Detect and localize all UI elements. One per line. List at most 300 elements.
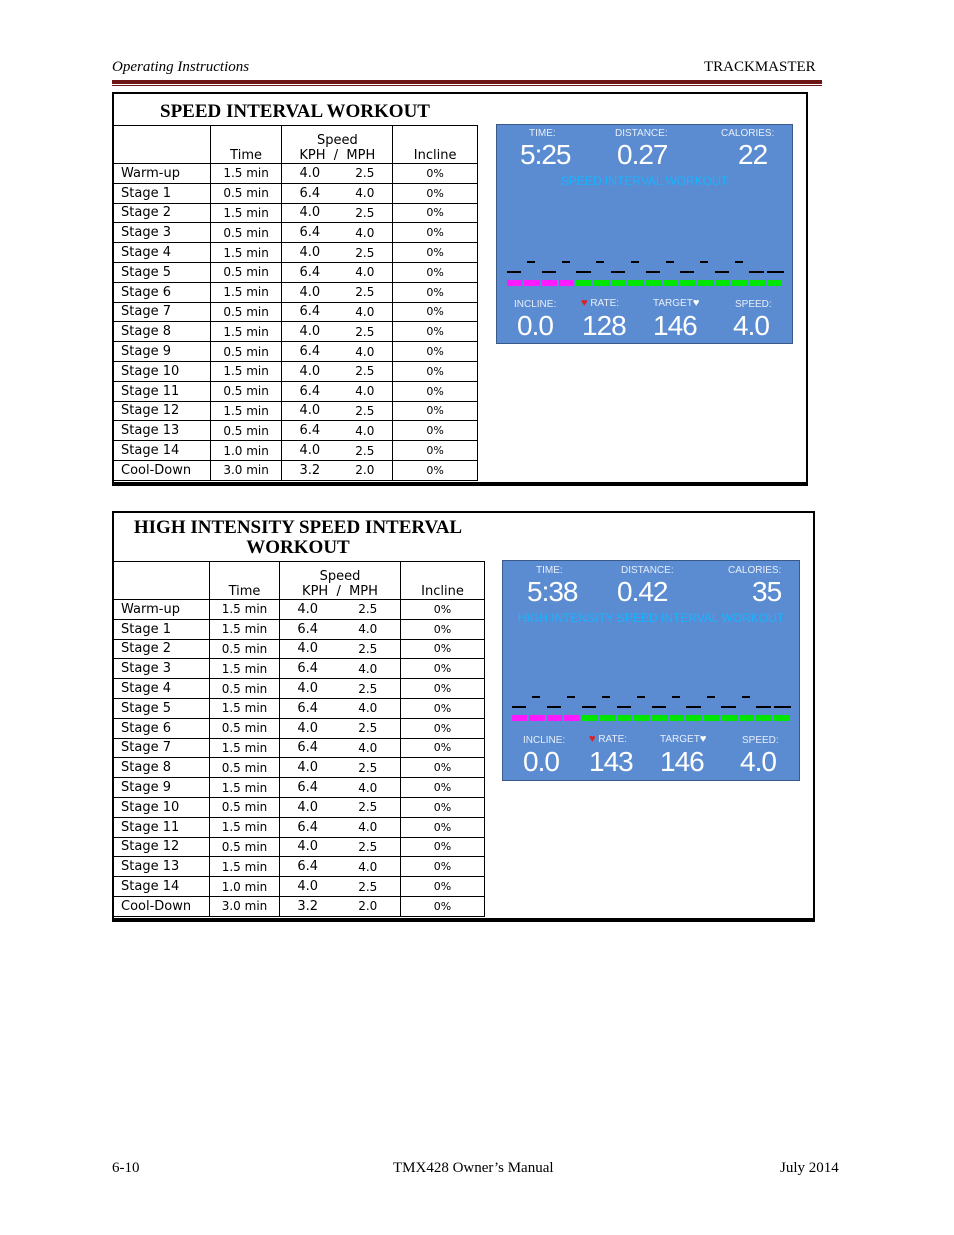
progress-segment	[669, 715, 684, 721]
table-row	[114, 361, 478, 381]
time-cell: 1.5 min	[210, 817, 280, 837]
speed-units-label: KPH / MPH	[299, 148, 376, 163]
table-row	[114, 441, 478, 461]
progress-segment	[594, 280, 609, 286]
target-heart-icon: ♥	[692, 297, 700, 309]
progress-segment	[721, 715, 736, 721]
progress-segment	[599, 715, 614, 721]
incline-cell: 0%	[401, 857, 485, 877]
stage-cell: Stage 11	[114, 381, 211, 401]
progress-segment	[611, 280, 626, 286]
table-row	[114, 639, 485, 659]
time-cell: 1.0 min	[210, 877, 280, 897]
progress-bar	[512, 715, 791, 721]
table-row	[114, 718, 485, 738]
table-row	[114, 659, 485, 679]
incline-cell: 0%	[393, 421, 478, 441]
incline-cell: 0%	[401, 600, 485, 620]
kph-cell: 4.0	[282, 322, 337, 342]
header-rule-thin	[112, 85, 822, 86]
table-row	[114, 282, 478, 302]
kph-cell: 3.2	[280, 896, 336, 916]
time-cell: 1.5 min	[210, 738, 280, 758]
workout1-title: SPEED INTERVAL WORKOUT	[160, 101, 430, 122]
mph-cell: 2.0	[336, 896, 401, 916]
kph-cell: 6.4	[282, 262, 337, 282]
time-label: TIME:	[536, 565, 563, 576]
incline-cell: 0%	[401, 896, 485, 916]
time-cell: 0.5 min	[210, 421, 282, 441]
rate-value: 128	[582, 310, 626, 341]
kph-cell: 4.0	[280, 877, 336, 897]
stage-cell: Stage 12	[114, 401, 211, 421]
mph-cell: 4.0	[336, 817, 401, 837]
mph-cell: 4.0	[337, 223, 392, 243]
speed-profile	[512, 678, 791, 710]
mph-cell: 4.0	[336, 738, 401, 758]
target-label-text: TARGET	[653, 298, 693, 309]
table-row	[114, 619, 485, 639]
stage-cell: Cool-Down	[114, 896, 210, 916]
mph-cell: 4.0	[337, 262, 392, 282]
progress-segment	[582, 715, 597, 721]
mph-cell: 4.0	[336, 659, 401, 679]
stage-cell: Stage 12	[114, 837, 210, 857]
progress-segment	[732, 280, 747, 286]
stage-cell: Stage 13	[114, 421, 211, 441]
profile-segment	[596, 261, 604, 263]
time-cell: 0.5 min	[210, 381, 282, 401]
progress-segment	[547, 715, 562, 721]
incline-cell: 0%	[393, 282, 478, 302]
mph-cell: 4.0	[336, 778, 401, 798]
distance-value: 0.27	[617, 139, 668, 170]
stage-cell: Stage 2	[114, 203, 211, 223]
stage-cell: Stage 5	[114, 698, 210, 718]
time-cell: 1.5 min	[210, 659, 280, 679]
progress-segment	[564, 715, 579, 721]
stage-cell: Cool-Down	[114, 460, 211, 480]
table-row	[114, 381, 478, 401]
kph-cell: 6.4	[280, 619, 336, 639]
profile-segment	[567, 696, 575, 698]
mph-cell: 2.5	[336, 679, 401, 699]
table-row	[114, 342, 478, 362]
stage-cell: Stage 9	[114, 342, 211, 362]
table-row	[114, 421, 478, 441]
incline-cell: 0%	[393, 381, 478, 401]
time-cell: 3.0 min	[210, 896, 280, 916]
incline-cell: 0%	[393, 401, 478, 421]
profile-segment	[686, 706, 700, 708]
mph-cell: 4.0	[337, 302, 392, 322]
incline-cell: 0%	[401, 817, 485, 837]
mph-cell: 4.0	[336, 857, 401, 877]
progress-segment	[663, 280, 678, 286]
profile-segment	[707, 696, 715, 698]
incline-cell: 0%	[401, 718, 485, 738]
kph-cell: 6.4	[280, 659, 336, 679]
table-row	[114, 460, 478, 480]
mph-cell: 4.0	[337, 342, 392, 362]
rate-label-text: RATE:	[590, 298, 620, 309]
heart-icon: ♥	[589, 733, 596, 745]
incline-cell: 0%	[393, 243, 478, 263]
table-row	[114, 679, 485, 699]
speed-profile	[507, 243, 784, 275]
stage-cell: Stage 9	[114, 778, 210, 798]
incline-cell: 0%	[393, 460, 478, 480]
incline-cell: 0%	[393, 223, 478, 243]
progress-segment	[559, 280, 574, 286]
profile-segment	[532, 696, 540, 698]
kph-cell: 6.4	[280, 698, 336, 718]
target-label	[653, 297, 699, 309]
incline-cell: 0%	[401, 877, 485, 897]
workout2-console-display	[502, 560, 800, 781]
speed-value: 4.0	[733, 310, 769, 341]
time-cell: 1.5 min	[210, 401, 282, 421]
kph-cell: 4.0	[280, 639, 336, 659]
time-cell: 3.0 min	[210, 460, 282, 480]
progress-bar	[507, 280, 784, 286]
incline-header: Incline	[401, 562, 485, 600]
stage-header	[114, 562, 210, 600]
progress-segment	[652, 715, 667, 721]
profile-segment	[749, 271, 763, 273]
incline-cell: 0%	[393, 322, 478, 342]
workout2-frame-bottom	[112, 918, 815, 922]
time-cell: 0.5 min	[210, 797, 280, 817]
target-heart-icon: ♥	[699, 733, 707, 745]
profile-segment	[611, 271, 625, 273]
progress-segment	[529, 715, 544, 721]
kph-cell: 4.0	[280, 679, 336, 699]
incline-cell: 0%	[401, 778, 485, 798]
calories-label: CALORIES:	[721, 128, 775, 139]
mph-cell: 4.0	[336, 619, 401, 639]
kph-cell: 6.4	[282, 183, 337, 203]
kph-cell: 3.2	[282, 460, 337, 480]
stage-cell: Stage 7	[114, 738, 210, 758]
profile-segment	[774, 706, 791, 708]
table-row	[114, 203, 478, 223]
stage-cell: Stage 14	[114, 877, 210, 897]
incline-cell: 0%	[393, 361, 478, 381]
progress-segment	[617, 715, 632, 721]
target-value: 146	[660, 746, 704, 777]
time-cell: 1.5 min	[210, 322, 282, 342]
progress-segment	[739, 715, 754, 721]
table-row	[114, 817, 485, 837]
time-cell: 1.5 min	[210, 243, 282, 263]
workout-name: SPEED INTERVAL WORKOUT	[560, 174, 729, 188]
mph-cell: 2.5	[336, 877, 401, 897]
mph-cell: 4.0	[337, 421, 392, 441]
incline-cell: 0%	[393, 164, 478, 184]
profile-segment	[602, 696, 610, 698]
time-cell: 1.5 min	[210, 778, 280, 798]
time-cell: 0.5 min	[210, 183, 282, 203]
time-cell: 1.5 min	[210, 282, 282, 302]
mph-cell: 2.5	[337, 322, 392, 342]
stage-cell: Stage 1	[114, 619, 210, 639]
workout1-console-display	[496, 124, 793, 344]
table-row	[114, 223, 478, 243]
time-cell: 1.5 min	[210, 164, 282, 184]
table-row	[114, 164, 478, 184]
incline-label: INCLINE:	[514, 299, 557, 310]
incline-cell: 0%	[393, 183, 478, 203]
footer-page-number: 6-10	[112, 1160, 140, 1176]
speed-header-label: Speed	[319, 569, 361, 584]
kph-cell: 4.0	[282, 441, 337, 461]
mph-cell: 2.0	[337, 460, 392, 480]
profile-segment	[542, 271, 556, 273]
stage-cell: Stage 1	[114, 183, 211, 203]
target-value: 146	[653, 310, 697, 341]
progress-segment	[749, 280, 764, 286]
table-header-row	[114, 126, 478, 164]
incline-cell: 0%	[393, 203, 478, 223]
stage-cell: Stage 3	[114, 659, 210, 679]
table-row	[114, 302, 478, 322]
kph-cell: 6.4	[280, 778, 336, 798]
time-cell: 0.5 min	[210, 639, 280, 659]
target-label-text: TARGET	[660, 734, 700, 745]
mph-cell: 2.5	[336, 600, 401, 620]
table-header-row	[114, 562, 485, 600]
stage-cell: Stage 4	[114, 679, 210, 699]
kph-cell: 6.4	[280, 817, 336, 837]
mph-cell: 2.5	[337, 361, 392, 381]
speed-label: SPEED:	[742, 735, 779, 746]
stage-cell: Stage 10	[114, 361, 211, 381]
profile-segment	[512, 706, 526, 708]
profile-segment	[547, 706, 561, 708]
stage-cell: Stage 8	[114, 758, 210, 778]
rate-label-text: RATE:	[598, 734, 628, 745]
kph-cell: 4.0	[280, 758, 336, 778]
incline-cell: 0%	[393, 342, 478, 362]
stage-cell: Stage 7	[114, 302, 211, 322]
table-row	[114, 600, 485, 620]
time-header: Time	[210, 126, 282, 164]
workout-name: HIGH INTENSITY SPEED INTERVAL WORKOUT	[517, 611, 785, 625]
incline-header: Incline	[393, 126, 478, 164]
incline-cell: 0%	[393, 302, 478, 322]
progress-segment	[704, 715, 719, 721]
incline-cell: 0%	[401, 837, 485, 857]
time-cell: 0.5 min	[210, 262, 282, 282]
time-header: Time	[210, 562, 280, 600]
time-cell: 0.5 min	[210, 223, 282, 243]
mph-cell: 2.5	[337, 243, 392, 263]
kph-cell: 4.0	[282, 401, 337, 421]
table-row	[114, 877, 485, 897]
progress-segment	[697, 280, 712, 286]
table-row	[114, 837, 485, 857]
kph-cell: 4.0	[280, 718, 336, 738]
kph-cell: 4.0	[280, 837, 336, 857]
kph-cell: 6.4	[282, 381, 337, 401]
kph-cell: 4.0	[280, 797, 336, 817]
incline-cell: 0%	[393, 262, 478, 282]
stage-cell: Stage 2	[114, 639, 210, 659]
mph-cell: 2.5	[336, 639, 401, 659]
stage-cell: Stage 5	[114, 262, 211, 282]
time-cell: 1.5 min	[210, 361, 282, 381]
speed-header-label: Speed	[316, 133, 358, 148]
table-row	[114, 183, 478, 203]
speed-header	[280, 562, 401, 600]
table-row	[114, 738, 485, 758]
kph-cell: 6.4	[282, 302, 337, 322]
profile-segment	[507, 271, 521, 273]
footer-date: July 2014	[780, 1160, 839, 1176]
kph-cell: 4.0	[282, 203, 337, 223]
progress-segment	[686, 715, 701, 721]
table-row	[114, 797, 485, 817]
mph-cell: 2.5	[336, 758, 401, 778]
kph-cell: 6.4	[282, 421, 337, 441]
table-row	[114, 322, 478, 342]
target-label	[660, 733, 706, 745]
distance-label: DISTANCE:	[615, 128, 668, 139]
time-cell: 1.5 min	[210, 600, 280, 620]
stage-cell: Stage 8	[114, 322, 211, 342]
progress-segment	[507, 280, 522, 286]
progress-segment	[646, 280, 661, 286]
profile-segment	[631, 261, 639, 263]
workout1-frame-bottom	[112, 482, 808, 486]
workout2-table	[113, 561, 485, 917]
mph-cell: 4.0	[336, 698, 401, 718]
incline-cell: 0%	[401, 639, 485, 659]
mph-cell: 2.5	[337, 282, 392, 302]
mph-cell: 2.5	[337, 203, 392, 223]
rate-value: 143	[589, 746, 633, 777]
speed-units-label: KPH / MPH	[302, 584, 378, 599]
distance-label: DISTANCE:	[621, 565, 674, 576]
kph-cell: 6.4	[282, 342, 337, 362]
time-cell: 1.5 min	[210, 698, 280, 718]
incline-cell: 0%	[393, 441, 478, 461]
time-cell: 1.5 min	[210, 619, 280, 639]
profile-segment	[672, 696, 680, 698]
incline-value: 0.0	[523, 746, 559, 777]
calories-value: 35	[752, 576, 782, 607]
progress-segment	[628, 280, 643, 286]
profile-segment	[735, 261, 743, 263]
mph-cell: 2.5	[336, 837, 401, 857]
stage-cell: Stage 10	[114, 797, 210, 817]
profile-segment	[666, 261, 674, 263]
calories-label: CALORIES:	[728, 565, 782, 576]
kph-cell: 6.4	[280, 738, 336, 758]
profile-segment	[617, 706, 631, 708]
distance-value: 0.42	[617, 576, 668, 607]
table-row	[114, 262, 478, 282]
table-row	[114, 698, 485, 718]
time-label: TIME:	[529, 128, 556, 139]
rate-label	[581, 297, 619, 309]
workout2-title: HIGH INTENSITY SPEED INTERVAL WORKOUT	[133, 517, 463, 558]
kph-cell: 6.4	[280, 857, 336, 877]
incline-cell: 0%	[401, 619, 485, 639]
mph-cell: 2.5	[336, 797, 401, 817]
rate-label	[589, 733, 627, 745]
progress-segment	[576, 280, 591, 286]
time-cell: 0.5 min	[210, 718, 280, 738]
progress-segment	[774, 715, 789, 721]
header-brand: TRACKMASTER	[704, 59, 816, 75]
table-row	[114, 243, 478, 263]
time-value: 5:25	[520, 139, 571, 170]
profile-segment	[700, 261, 708, 263]
table-row	[114, 758, 485, 778]
mph-cell: 4.0	[337, 381, 392, 401]
kph-cell: 4.0	[280, 600, 336, 620]
progress-segment	[542, 280, 557, 286]
progress-segment	[767, 280, 782, 286]
time-cell: 1.5 min	[210, 857, 280, 877]
header-section-title: Operating Instructions	[112, 59, 250, 75]
calories-value: 22	[738, 139, 768, 170]
speed-label: SPEED:	[735, 299, 772, 310]
stage-cell: Stage 6	[114, 718, 210, 738]
kph-cell: 4.0	[282, 361, 337, 381]
kph-cell: 4.0	[282, 282, 337, 302]
mph-cell: 2.5	[336, 718, 401, 738]
table-row	[114, 857, 485, 877]
profile-segment	[637, 696, 645, 698]
incline-label: INCLINE:	[523, 735, 566, 746]
profile-segment	[652, 706, 666, 708]
profile-segment	[721, 706, 735, 708]
incline-cell: 0%	[401, 738, 485, 758]
time-value: 5:38	[527, 576, 578, 607]
incline-cell: 0%	[401, 698, 485, 718]
incline-cell: 0%	[401, 679, 485, 699]
stage-cell: Warm-up	[114, 164, 211, 184]
progress-segment	[715, 280, 730, 286]
stage-cell: Stage 14	[114, 441, 211, 461]
time-cell: 0.5 min	[210, 679, 280, 699]
stage-cell: Stage 11	[114, 817, 210, 837]
time-cell: 1.5 min	[210, 203, 282, 223]
workout1-table	[113, 125, 478, 481]
mph-cell: 2.5	[337, 441, 392, 461]
profile-segment	[715, 271, 729, 273]
kph-cell: 6.4	[282, 223, 337, 243]
profile-segment	[756, 706, 770, 708]
time-cell: 0.5 min	[210, 302, 282, 322]
profile-segment	[527, 261, 535, 263]
table-row	[114, 778, 485, 798]
time-cell: 0.5 min	[210, 758, 280, 778]
mph-cell: 2.5	[337, 164, 392, 184]
progress-segment	[680, 280, 695, 286]
profile-segment	[582, 706, 596, 708]
incline-cell: 0%	[401, 797, 485, 817]
kph-cell: 4.0	[282, 243, 337, 263]
table-row	[114, 401, 478, 421]
kph-cell: 4.0	[282, 164, 337, 184]
mph-cell: 2.5	[337, 401, 392, 421]
heart-icon: ♥	[581, 297, 588, 309]
stage-cell: Stage 4	[114, 243, 211, 263]
